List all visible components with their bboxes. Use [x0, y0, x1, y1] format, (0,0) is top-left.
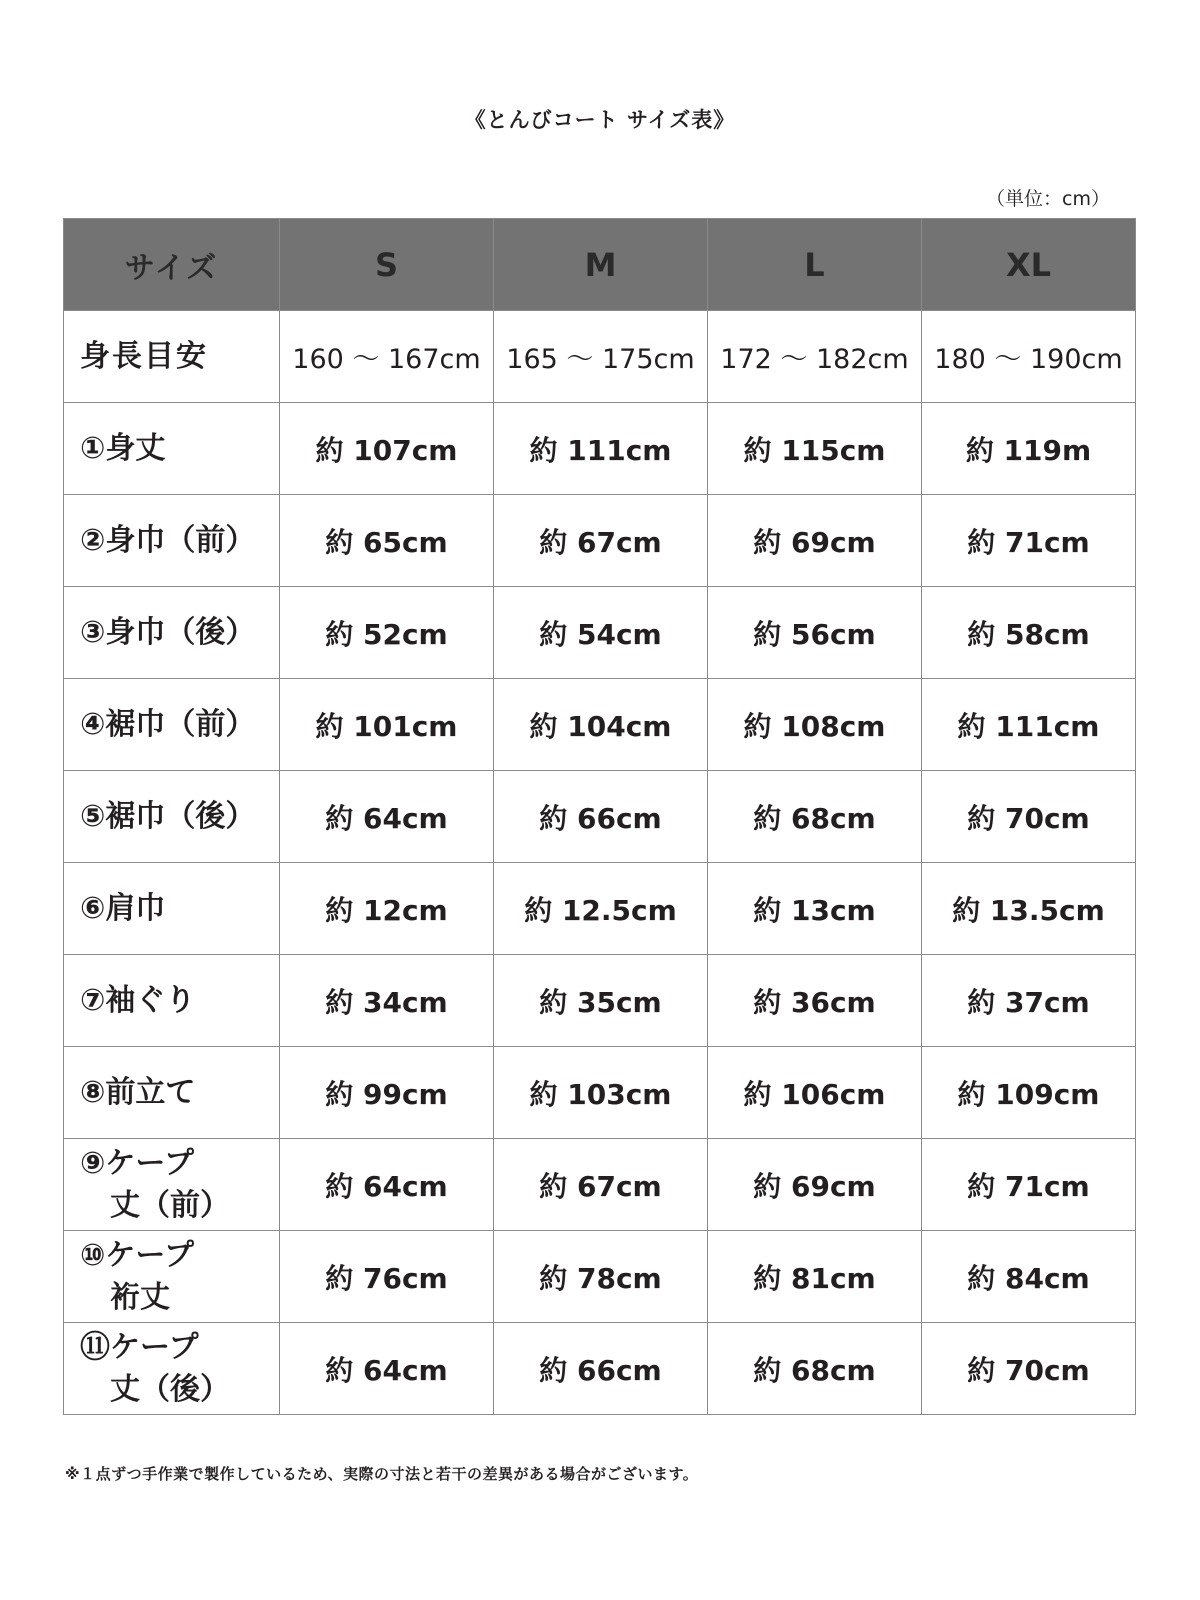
- table-row: [64, 1231, 1136, 1323]
- row-label: ②身巾（前）: [64, 495, 280, 587]
- cell-value: 約 68cm: [708, 1323, 922, 1415]
- row-label: ⑪ケープ 丈（後）: [64, 1323, 280, 1415]
- cell-value: 約 66cm: [494, 1323, 708, 1415]
- cell-value: 約 99cm: [280, 1047, 494, 1139]
- cell-value: 約 64cm: [280, 771, 494, 863]
- footnote: ※１点ずつ手作業で製作しているため、実際の寸法と若干の差異がある場合がございます。: [65, 1465, 699, 1483]
- cell-value: 約 69cm: [708, 495, 922, 587]
- cell-value: 約 115cm: [708, 403, 922, 495]
- table-row: [64, 679, 1136, 771]
- cell-value: 約 71cm: [922, 495, 1136, 587]
- cell-value: 約 84cm: [922, 1231, 1136, 1323]
- table-row: [64, 955, 1136, 1047]
- cell-value: 180 ～ 190cm: [922, 311, 1136, 403]
- size-table: [63, 218, 1136, 1415]
- table-row: [64, 495, 1136, 587]
- column-header-m: M: [494, 219, 708, 311]
- cell-value: 約 35cm: [494, 955, 708, 1047]
- table-row: [64, 771, 1136, 863]
- cell-value: 約 13cm: [708, 863, 922, 955]
- cell-value: 約 37cm: [922, 955, 1136, 1047]
- column-header-size: サイズ: [64, 219, 280, 311]
- cell-value: 約 67cm: [494, 1139, 708, 1231]
- row-label: ⑥肩巾: [64, 863, 280, 955]
- row-label: ①身丈: [64, 403, 280, 495]
- cell-value: 160 ～ 167cm: [280, 311, 494, 403]
- cell-value: 約 76cm: [280, 1231, 494, 1323]
- column-header-s: S: [280, 219, 494, 311]
- cell-value: 165 ～ 175cm: [494, 311, 708, 403]
- row-label: ④裾巾（前）: [64, 679, 280, 771]
- row-label: ⑧前立て: [64, 1047, 280, 1139]
- cell-value: 約 69cm: [708, 1139, 922, 1231]
- cell-value: 約 107cm: [280, 403, 494, 495]
- table-row: [64, 1139, 1136, 1231]
- cell-value: 約 103cm: [494, 1047, 708, 1139]
- cell-value: 約 13.5cm: [922, 863, 1136, 955]
- cell-value: 約 81cm: [708, 1231, 922, 1323]
- cell-value: 約 34cm: [280, 955, 494, 1047]
- cell-value: 約 66cm: [494, 771, 708, 863]
- cell-value: 約 106cm: [708, 1047, 922, 1139]
- table-row: [64, 311, 1136, 403]
- cell-value: 約 12cm: [280, 863, 494, 955]
- column-header-l: L: [708, 219, 922, 311]
- column-header-xl: XL: [922, 219, 1136, 311]
- cell-value: 約 36cm: [708, 955, 922, 1047]
- table-row: [64, 587, 1136, 679]
- cell-value: 約 70cm: [922, 1323, 1136, 1415]
- cell-value: 約 119m: [922, 403, 1136, 495]
- cell-value: 約 109cm: [922, 1047, 1136, 1139]
- row-label: 身長目安: [64, 311, 280, 403]
- cell-value: 約 71cm: [922, 1139, 1136, 1231]
- cell-value: 約 64cm: [280, 1139, 494, 1231]
- page-title: 《とんびコート サイズ表》: [464, 108, 736, 132]
- cell-value: 約 101cm: [280, 679, 494, 771]
- cell-value: 約 64cm: [280, 1323, 494, 1415]
- cell-value: 約 111cm: [922, 679, 1136, 771]
- cell-value: 約 104cm: [494, 679, 708, 771]
- cell-value: 約 54cm: [494, 587, 708, 679]
- cell-value: 約 67cm: [494, 495, 708, 587]
- cell-value: 172 ～ 182cm: [708, 311, 922, 403]
- cell-value: 約 111cm: [494, 403, 708, 495]
- cell-value: 約 52cm: [280, 587, 494, 679]
- table-header-row: [64, 219, 1136, 311]
- cell-value: 約 108cm: [708, 679, 922, 771]
- table-row: [64, 1323, 1136, 1415]
- unit-note: （単位：cm）: [986, 188, 1110, 210]
- cell-value: 約 78cm: [494, 1231, 708, 1323]
- cell-value: 約 65cm: [280, 495, 494, 587]
- row-label: ⑩ケープ 裄丈: [64, 1231, 280, 1323]
- table-row: [64, 863, 1136, 955]
- cell-value: 約 68cm: [708, 771, 922, 863]
- table-row: [64, 1047, 1136, 1139]
- row-label: ③身巾（後）: [64, 587, 280, 679]
- cell-value: 約 70cm: [922, 771, 1136, 863]
- cell-value: 約 12.5cm: [494, 863, 708, 955]
- row-label: ⑤裾巾（後）: [64, 771, 280, 863]
- row-label: ⑦袖ぐり: [64, 955, 280, 1047]
- cell-value: 約 58cm: [922, 587, 1136, 679]
- cell-value: 約 56cm: [708, 587, 922, 679]
- table-row: [64, 403, 1136, 495]
- row-label: ⑨ケープ 丈（前）: [64, 1139, 280, 1231]
